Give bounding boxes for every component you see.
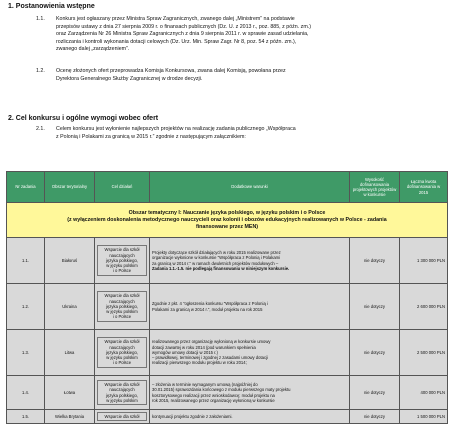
territorial-area: Litwa bbox=[45, 330, 95, 376]
goal-box bbox=[97, 291, 147, 321]
band-line: (z wyłączeniem doskonalenia metodycznego nauczycieli oraz kolonii i obozów edukacyjnych realizowanych w Polsce - zadania bbox=[67, 216, 387, 223]
goal-line: w języku polskim bbox=[106, 355, 138, 361]
action-goal bbox=[95, 410, 150, 424]
territorial-area: Białoruś bbox=[45, 238, 95, 284]
column-header: Wysokość dofinansowania projektowych projektów w konkursie bbox=[350, 172, 400, 203]
territorial-area: Ukraina bbox=[45, 284, 95, 330]
action-goal bbox=[95, 376, 150, 410]
additional-conditions bbox=[150, 284, 350, 330]
band-line: finansowane przez MEN) bbox=[195, 223, 259, 230]
goal-line: języka polskiego, bbox=[106, 303, 138, 309]
cond-line: – prawidłowej, terminowej i zgodnej z zasadami umowy dotacji bbox=[152, 355, 268, 361]
task-number: 1.3. bbox=[7, 330, 45, 376]
goal-line: w języku polskim bbox=[106, 309, 138, 315]
total-amount: 2 500 000 PLN bbox=[400, 330, 448, 376]
total-amount: 400 000 PLN bbox=[400, 376, 448, 410]
funding-limit: nie dotyczy bbox=[350, 238, 400, 284]
goal-line: Wsparcie dla szkół bbox=[104, 339, 140, 345]
text-line: Dyrektora Generalnego Służby Zagranicznej w drodze decyzji. bbox=[56, 75, 203, 82]
text-line: z Polonią i Polakami za granicą w 2015 r.” zgodnie z następującym załącznikiem: bbox=[56, 133, 246, 140]
action-goal bbox=[95, 330, 150, 376]
task-number: 1.5. bbox=[7, 410, 45, 424]
text-line: Konkurs jest ogłaszany przez Ministra Spraw Zagranicznych, zwanego dalej „Ministrem” na podstawie bbox=[56, 16, 295, 22]
goal-box bbox=[97, 380, 147, 405]
column-header: Nr zadania bbox=[7, 172, 45, 203]
column-header: Obszar terytorialny bbox=[45, 172, 95, 203]
goal-line: języka polskiego, bbox=[106, 392, 138, 398]
column-header: Cel działań bbox=[95, 172, 150, 203]
action-goal bbox=[95, 238, 150, 284]
funding-limit: nie dotyczy bbox=[350, 330, 400, 376]
task-number: 1.1. bbox=[7, 238, 45, 284]
funding-limit: nie dotyczy bbox=[350, 284, 400, 330]
cond-line: realizacji pierwszego modułu projektu w roku 2014; bbox=[152, 360, 247, 366]
goal-line: nauczających bbox=[109, 344, 135, 350]
additional-conditions bbox=[150, 330, 350, 376]
territorial-area: Łotwa bbox=[45, 376, 95, 410]
goal-line: i o Polsce bbox=[112, 360, 132, 366]
additional-conditions bbox=[150, 238, 350, 284]
text-line: Ocenę złożonych ofert przeprowadza Komisja Konkursowa, zwana dalej Komisją, powołana przez bbox=[56, 68, 286, 74]
band-line: Obszar tematyczny I: Nauczanie języka polskiego, w języku polskim i o Polsce bbox=[128, 209, 326, 216]
column-header: Dodatkowe warunki bbox=[150, 172, 350, 203]
cond-line: 30.01.2015) sprawozdania końcowego z modułu pierwszego maty projektu bbox=[152, 387, 291, 393]
total-amount: 1 300 000 PLN bbox=[400, 238, 448, 284]
cond-line: Zgodnie z pkt. 4 "ogłoszenia konkursu "Współpraca z Polonią i bbox=[152, 301, 268, 307]
cond-line: dotacji zawartej w roku 2014 (pod warunkiem spełnienia bbox=[152, 344, 256, 350]
cond-line: kosztorysowego realizacji przez wnioskodawcę; moduł projektu na bbox=[152, 392, 275, 398]
cond-line: Zadania 1.1.-1.5. nie podlegają finansowaniu w niniejszym konkursie. bbox=[152, 265, 290, 271]
additional-conditions bbox=[150, 376, 350, 410]
table-header-row bbox=[7, 172, 448, 203]
text-line: zwanego dalej „zarządzeniem”. bbox=[56, 46, 130, 53]
goal-box bbox=[97, 412, 147, 421]
table-row bbox=[7, 376, 448, 410]
territorial-area: Wielka Brytania bbox=[45, 410, 95, 424]
funding-limit: nie dotyczy bbox=[350, 376, 400, 410]
thematic-area-band bbox=[7, 203, 448, 238]
goal-line: nauczających bbox=[109, 387, 135, 393]
cond-line: – złożenia w terminie wymaganym umową (najpóźniej do bbox=[152, 382, 258, 388]
cond-line: Projekty dotyczące szkół działających w roku 2015 realizowane przez bbox=[152, 250, 281, 256]
funding-limit: nie dotyczy bbox=[350, 410, 400, 424]
goal-box bbox=[97, 337, 147, 367]
table-row bbox=[7, 238, 448, 284]
cond-line: Polakami za granicą w 2014 r.", moduł projektu na rok 2015 bbox=[152, 306, 263, 312]
goal-box bbox=[97, 245, 147, 275]
tasks-table bbox=[6, 171, 448, 424]
paragraph-number: 1.1. bbox=[36, 16, 45, 22]
additional-conditions bbox=[150, 410, 350, 424]
paragraph-number: 2.1. bbox=[36, 126, 45, 132]
task-number: 1.2. bbox=[7, 284, 45, 330]
text-line: przepisów ustawy z dnia 27 sierpnia 2009 r. o finansach publicznych (Dz. U. z 2013 r., poz. 885, z późn. zm.) bbox=[56, 23, 311, 30]
goal-line: i o Polsce bbox=[112, 314, 132, 320]
paragraph-number: 1.2. bbox=[36, 68, 45, 74]
table-row bbox=[7, 330, 448, 376]
goal-line: języka polskiego, bbox=[106, 257, 138, 263]
table-row bbox=[7, 284, 448, 330]
column-header: Łączna kwota dofinansowania w 2015 bbox=[400, 172, 448, 203]
task-number: 1.4. bbox=[7, 376, 45, 410]
table-row bbox=[7, 410, 448, 424]
goal-line: Wsparcie dla szkół bbox=[104, 413, 140, 419]
text-line: Celem konkursu jest wyłonienie najlepszych projektów na realizację zadania publicznego „Współpraca bbox=[56, 126, 296, 132]
text-line: oraz Zarządzenia Nr 26 Ministra Spraw Zagranicznych z dnia 9 sierpnia 2011 r. w sprawie zasad udzielania, bbox=[56, 31, 309, 38]
goal-line: języka polskiego, bbox=[106, 349, 138, 355]
section-1-heading: 1. Postanowienia wstępne bbox=[8, 3, 95, 10]
cond-line: kontynuacji projektu zgodnie z założeniami. bbox=[152, 413, 233, 419]
text-line: rozliczania i kontroli wykonania dotacji celowych (Dz. Urz. Min. Spraw Zagr. Nr 8, poz. 54 z późn. zm.), bbox=[56, 38, 297, 45]
cond-line: organizacje wyłonione w konkursie "Współpraca z Polonią i Polakami bbox=[152, 255, 281, 261]
goal-line: nauczających bbox=[109, 298, 135, 304]
goal-line: Wsparcie dla szkół bbox=[104, 247, 140, 253]
goal-line: w języku polskim bbox=[106, 263, 138, 269]
total-amount: 2 600 000 PLN bbox=[400, 284, 448, 330]
cond-line: wymogów umowy dotacji w 2015 r.) bbox=[152, 349, 218, 355]
total-amount: 1 500 000 PLN bbox=[400, 410, 448, 424]
cond-line: rok 2015, realizowanego przez organizację wyłonioną w konkursie bbox=[152, 397, 275, 403]
section-2-heading: 2. Cel konkursu i ogólne wymogi wobec ofert bbox=[8, 115, 159, 122]
goal-line: nauczających bbox=[109, 252, 135, 258]
goal-line: Wsparcie dla szkół bbox=[104, 382, 140, 388]
goal-line: Wsparcie dla szkół bbox=[104, 293, 140, 299]
cond-line: za granicą w 2014 r." w ramach dwuletnich projektów modułowych – bbox=[152, 260, 279, 266]
action-goal bbox=[95, 284, 150, 330]
cond-line: realizowanego przez organizację wyłonioną w konkursie umowy bbox=[152, 339, 271, 345]
goal-line: i o Polsce bbox=[112, 268, 132, 274]
goal-line: w języku polskim bbox=[106, 397, 138, 403]
